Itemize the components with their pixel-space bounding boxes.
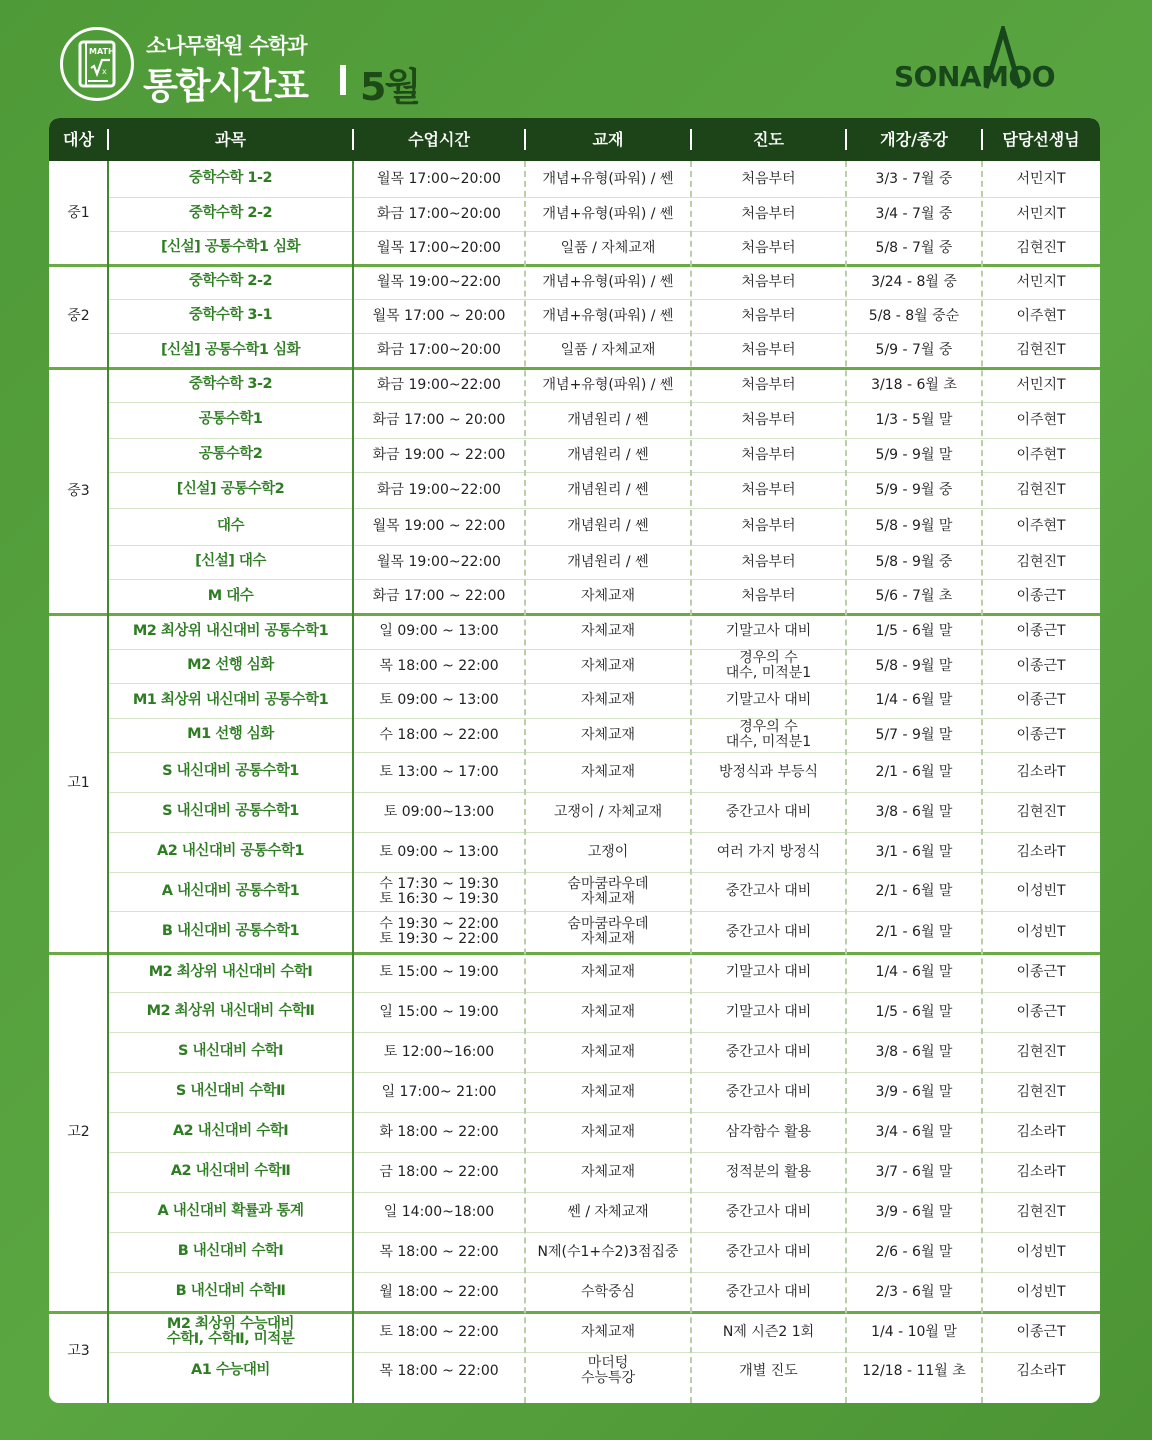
- cell-subject-line: M2 최상위 수능대비: [166, 1315, 295, 1332]
- cell-subject: A2 내신대비 수학Ⅰ: [172, 1123, 289, 1140]
- cell-progress: N제 시즌2 1회: [722, 1323, 815, 1340]
- cell-book: 자체교재: [580, 588, 636, 605]
- cell-time: 토 09:00~13:00: [383, 803, 495, 820]
- cell-book: 자체교재: [580, 1163, 636, 1180]
- cell-time: 월목 17:00~20:00: [377, 239, 501, 256]
- math-book-icon: [77, 40, 119, 90]
- cell-progress: 처음부터: [741, 553, 796, 570]
- cell-subject: B 내신대비 수학Ⅰ: [177, 1243, 284, 1260]
- cell-time: 월목 19:00~22:00: [377, 553, 501, 570]
- cell-subject: S 내신대비 수학Ⅰ: [178, 1043, 283, 1060]
- cell-subject: A2 내신대비 공통수학1: [156, 843, 305, 860]
- cell-teacher: 이성빈T: [1016, 923, 1066, 940]
- cell-book: 개념원리 / 쎈: [567, 481, 649, 498]
- cell-teacher: 김소라T: [1016, 763, 1066, 780]
- cell-teacher: 김현진T: [1016, 553, 1066, 570]
- cell-book-line: 수능특강: [580, 1370, 636, 1386]
- cell-progress-line: 경우의 수: [739, 650, 798, 667]
- cell-progress: 여러 가지 방정식: [716, 843, 821, 860]
- cell-subject: S 내신대비 공통수학1: [162, 803, 299, 820]
- cell-teacher: 김현진T: [1016, 481, 1066, 498]
- cell-time: 일 15:00 ~ 19:00: [379, 1003, 499, 1020]
- cell-book-line: 숨마쿰라우데: [567, 875, 649, 892]
- cell-teacher: 이종근T: [1016, 1323, 1066, 1340]
- cell-period: 3/4 - 7월 중: [875, 205, 953, 222]
- cell-book: 자체교재: [580, 726, 636, 743]
- cell-book: 일품 / 자체교재: [560, 239, 656, 256]
- column-divider-dashed: [845, 161, 847, 1403]
- header-book: 교재: [592, 130, 624, 149]
- cell-teacher: 김현진T: [1016, 1043, 1066, 1060]
- cell-book: 자체교재: [580, 657, 636, 674]
- cell-teacher: 김소라T: [1016, 1163, 1066, 1180]
- cell-period: 5/6 - 7월 초: [875, 588, 953, 605]
- cell-time: 수 18:00 ~ 22:00: [379, 726, 499, 743]
- cell-subject-line: 수학Ⅰ, 수학Ⅱ, 미적분: [166, 1331, 295, 1347]
- cell-period: 2/1 - 6월 말: [875, 763, 953, 780]
- cell-progress: 정적분의 활용: [725, 1163, 812, 1180]
- cell-teacher: 서민지T: [1016, 376, 1066, 393]
- cell-teacher: 이성빈T: [1016, 883, 1066, 900]
- page-title: 통합시간표: [143, 66, 307, 107]
- cell-time: 화금 17:00~20:00: [377, 205, 501, 222]
- cell-time: 목 18:00 ~ 22:00: [379, 1362, 499, 1379]
- cell-progress: 중간고사 대비: [725, 1043, 812, 1060]
- cell-time: 화금 19:00~22:00: [377, 481, 501, 498]
- cell-time: 화금 17:00 ~ 22:00: [372, 588, 506, 605]
- cell-book: 개념+유형(파워) / 쎈: [542, 273, 674, 290]
- svg-text:x: x: [102, 67, 107, 76]
- cell-period: 5/8 - 7월 중: [875, 239, 953, 256]
- cell-period: 5/8 - 9월 중: [875, 553, 953, 570]
- cell-subject: [신설] 공통수학1 심화: [161, 341, 300, 358]
- logo-icon-text: MATH: [89, 47, 115, 56]
- cell-progress: 중간고사 대비: [725, 803, 812, 820]
- cell-period: 2/3 - 6월 말: [875, 1283, 953, 1300]
- cell-book: 개념원리 / 쎈: [567, 446, 649, 463]
- cell-time: 월 18:00 ~ 22:00: [379, 1283, 499, 1300]
- cell-teacher: 이주현T: [1016, 446, 1066, 463]
- cell-book-line: 자체교재: [580, 890, 636, 907]
- cell-book-line: 숨마쿰라우데: [567, 916, 649, 933]
- title-divider: [340, 65, 346, 95]
- cell-progress: 중간고사 대비: [725, 1083, 812, 1100]
- cell-teacher: 김현진T: [1016, 239, 1066, 256]
- cell-time: 토 18:00 ~ 22:00: [379, 1323, 499, 1340]
- table-header-row: [49, 118, 1100, 161]
- group-label: 중1: [67, 204, 90, 221]
- cell-teacher: 김소라T: [1016, 843, 1066, 860]
- cell-period: 1/5 - 6월 말: [875, 623, 953, 640]
- cell-book: 개념원리 / 쎈: [567, 411, 649, 428]
- cell-book: 쎈 / 자체교재: [567, 1203, 649, 1220]
- header-separator: [845, 129, 847, 150]
- cell-book-line: 마더텅: [587, 1355, 629, 1372]
- cell-period: 5/9 - 9월 말: [875, 446, 953, 463]
- cell-progress: [691, 649, 846, 683]
- cell-book: 개념+유형(파워) / 쎈: [542, 376, 674, 393]
- cell-subject: 중학수학 2-2: [188, 273, 273, 290]
- cell-period: 5/8 - 9월 말: [875, 657, 953, 674]
- group-label: 고3: [67, 1342, 90, 1359]
- cell-period: 1/4 - 6월 말: [875, 964, 953, 981]
- month-label: 5월: [360, 65, 420, 109]
- cell-progress: 처음부터: [741, 239, 796, 256]
- cell-progress-line: 대수, 미적분1: [725, 665, 812, 681]
- cell-teacher: 서민지T: [1016, 205, 1066, 222]
- header-progress: 진도: [753, 130, 784, 149]
- cell-progress: 삼각함수 활용: [725, 1123, 812, 1140]
- cell-progress: 기말고사 대비: [725, 692, 812, 709]
- cell-teacher: 이종근T: [1016, 964, 1066, 981]
- cell-time: 월목 19:00 ~ 22:00: [372, 518, 506, 535]
- header-subject: 과목: [215, 130, 246, 149]
- cell-time-line: 수 19:30 ~ 22:00: [379, 916, 499, 933]
- cell-period: 2/1 - 6월 말: [875, 923, 953, 940]
- cell-teacher: 서민지T: [1016, 170, 1066, 187]
- cell-teacher: 이성빈T: [1016, 1283, 1066, 1300]
- cell-time: 토 13:00 ~ 17:00: [379, 763, 499, 780]
- cell-book: 개념+유형(파워) / 쎈: [542, 170, 674, 187]
- cell-time: 토 12:00~16:00: [383, 1043, 495, 1060]
- cell-subject: 중학수학 1-2: [188, 170, 273, 187]
- cell-progress: 처음부터: [741, 376, 796, 393]
- header-time: 수업시간: [408, 130, 470, 149]
- cell-progress: 처음부터: [741, 273, 796, 290]
- cell-subject: 공통수학2: [198, 446, 263, 463]
- header-target: 대상: [63, 130, 94, 149]
- header-separator: [690, 129, 692, 150]
- cell-teacher: 이종근T: [1016, 588, 1066, 605]
- cell-subject: B 내신대비 수학Ⅱ: [175, 1283, 286, 1300]
- cell-book: 자체교재: [580, 692, 636, 709]
- cell-progress: 처음부터: [741, 411, 796, 428]
- cell-period: 3/1 - 6월 말: [875, 843, 953, 860]
- cell-time: 월목 17:00 ~ 20:00: [372, 307, 506, 324]
- cell-book: [525, 1352, 691, 1390]
- cell-teacher: 서민지T: [1016, 273, 1066, 290]
- cell-book: 개념원리 / 쎈: [567, 518, 649, 535]
- cell-time: 목 18:00 ~ 22:00: [379, 1243, 499, 1260]
- cell-subject: [신설] 공통수학2: [176, 481, 285, 498]
- cell-progress: 개별 진도: [739, 1362, 798, 1379]
- cell-progress: 중간고사 대비: [725, 883, 812, 900]
- cell-teacher: 김현진T: [1016, 803, 1066, 820]
- cell-teacher: 김소라T: [1016, 1362, 1066, 1379]
- cell-teacher: 이성빈T: [1016, 1243, 1066, 1260]
- group-label: 고2: [67, 1124, 90, 1141]
- cell-subject: M1 최상위 내신대비 공통수학1: [132, 691, 329, 708]
- cell-book-line: 자체교재: [580, 931, 636, 947]
- cell-teacher: 이종근T: [1016, 623, 1066, 640]
- cell-period: 2/1 - 6월 말: [875, 883, 953, 900]
- cell-progress: 기말고사 대비: [725, 623, 812, 640]
- cell-subject: M1 선행 심화: [187, 726, 274, 743]
- cell-subject: [신설] 대수: [195, 553, 266, 570]
- timetable: [49, 118, 1100, 1403]
- cell-progress: 기말고사 대비: [725, 964, 812, 981]
- cell-subject: A 내신대비 공통수학1: [161, 882, 300, 899]
- cell-progress: 처음부터: [741, 446, 796, 463]
- cell-book: 개념+유형(파워) / 쎈: [542, 205, 674, 222]
- cell-progress: 처음부터: [741, 307, 796, 324]
- cell-time: 토 15:00 ~ 19:00: [379, 964, 499, 981]
- cell-subject: 중학수학 3-1: [188, 307, 273, 324]
- cell-teacher: 김현진T: [1016, 1083, 1066, 1100]
- cell-progress-line: 경우의 수: [739, 719, 798, 736]
- cell-book: 자체교재: [580, 1123, 636, 1140]
- cell-period: 3/24 - 8월 중: [871, 273, 957, 290]
- cell-period: 5/8 - 9월 말: [875, 518, 953, 535]
- cell-book: 자체교재: [580, 1083, 636, 1100]
- cell-period: 1/4 - 10월 말: [871, 1323, 957, 1340]
- cell-time: 목 18:00 ~ 22:00: [379, 657, 499, 674]
- cell-period: 1/5 - 6월 말: [875, 1003, 953, 1020]
- cell-time: 토 09:00 ~ 13:00: [379, 692, 499, 709]
- cell-time: 화금 17:00~20:00: [377, 342, 501, 359]
- cell-progress: 처음부터: [741, 518, 796, 535]
- cell-book: 자체교재: [580, 1003, 636, 1020]
- cell-time-line: 토 19:30 ~ 22:00: [379, 931, 499, 947]
- cell-subject: M2 선행 심화: [187, 657, 274, 674]
- cell-book: 수학중심: [580, 1283, 636, 1300]
- cell-period: 3/9 - 6월 말: [875, 1203, 953, 1220]
- cell-time: 화 18:00 ~ 22:00: [379, 1123, 499, 1140]
- cell-teacher: 김현진T: [1016, 342, 1066, 359]
- cell-progress: 처음부터: [741, 588, 796, 605]
- cell-teacher: 이종근T: [1016, 1003, 1066, 1020]
- group-label: 중3: [67, 482, 90, 499]
- cell-progress: 기말고사 대비: [725, 1003, 812, 1020]
- cell-period: 5/9 - 9월 중: [875, 481, 953, 498]
- cell-book: 개념원리 / 쎈: [567, 553, 649, 570]
- header-period: 개강/종강: [880, 130, 948, 149]
- header-teacher: 담당선생님: [1002, 130, 1080, 149]
- cell-teacher: 이주현T: [1016, 307, 1066, 324]
- cell-time-line: 수 17:30 ~ 19:30: [379, 875, 499, 892]
- cell-subject: M2 최상위 내신대비 수학Ⅱ: [146, 1003, 315, 1020]
- cell-teacher: 김소라T: [1016, 1123, 1066, 1140]
- cell-progress: 처음부터: [741, 170, 796, 187]
- cell-book: 고쟁이: [587, 843, 629, 860]
- cell-teacher: 이주현T: [1016, 411, 1066, 428]
- cell-period: 3/4 - 6월 말: [875, 1123, 953, 1140]
- cell-book: 고쟁이 / 자체교재: [553, 803, 663, 820]
- cell-time: 일 14:00~18:00: [383, 1203, 495, 1220]
- cell-book: 자체교재: [580, 1043, 636, 1060]
- cell-subject: S 내신대비 공통수학1: [162, 763, 299, 780]
- cell-progress: 처음부터: [741, 342, 796, 359]
- cell-period: 1/3 - 5월 말: [875, 411, 953, 428]
- cell-subject: 중학수학 3-2: [188, 376, 273, 393]
- page-header: [0, 0, 1152, 118]
- cell-book: [525, 911, 691, 953]
- cell-period: 3/9 - 6월 말: [875, 1083, 953, 1100]
- cell-teacher: 이주현T: [1016, 518, 1066, 535]
- cell-period: 1/4 - 6월 말: [875, 692, 953, 709]
- cell-book: 일품 / 자체교재: [560, 342, 656, 359]
- cell-time: [353, 911, 525, 953]
- cell-period: 3/8 - 6월 말: [875, 803, 953, 820]
- cell-subject: M2 최상위 내신대비 수학Ⅰ: [148, 963, 313, 980]
- cell-subject: [신설] 공통수학1 심화: [161, 239, 300, 256]
- cell-teacher: 이종근T: [1016, 657, 1066, 674]
- cell-subject: M 대수: [207, 587, 254, 604]
- cell-time: 화금 19:00~22:00: [377, 376, 501, 393]
- cell-subject: M2 최상위 내신대비 공통수학1: [132, 622, 329, 639]
- cell-subject: 대수: [216, 517, 244, 534]
- cell-subject: A2 내신대비 수학Ⅱ: [170, 1163, 291, 1180]
- cell-period: 12/18 - 11월 초: [862, 1362, 966, 1379]
- cell-progress: [691, 718, 846, 752]
- brand-name: SONAMOO: [894, 60, 1056, 93]
- cell-subject: A 내신대비 확률과 통계: [157, 1203, 304, 1220]
- cell-period: 3/18 - 6월 초: [871, 376, 957, 393]
- logo-badge: [60, 27, 134, 101]
- cell-subject: S 내신대비 수학Ⅱ: [175, 1083, 286, 1100]
- header-separator: [352, 129, 354, 150]
- cell-subject: [108, 1312, 353, 1352]
- header-separator: [981, 129, 983, 150]
- column-divider-dashed: [981, 161, 983, 1403]
- cell-book: N제(수1+수2)3점집중: [537, 1243, 679, 1260]
- brand-logo: [894, 26, 1100, 94]
- cell-time: 월목 17:00~20:00: [377, 170, 501, 187]
- cell-period: 2/6 - 6월 말: [875, 1243, 953, 1260]
- cell-time: 월목 19:00~22:00: [377, 273, 501, 290]
- cell-teacher: 김현진T: [1016, 1203, 1066, 1220]
- cell-teacher: 이종근T: [1016, 692, 1066, 709]
- cell-book: 자체교재: [580, 623, 636, 640]
- cell-progress-line: 대수, 미적분1: [725, 734, 812, 750]
- column-divider-dashed: [690, 161, 692, 1403]
- cell-period: 3/8 - 6월 말: [875, 1043, 953, 1060]
- cell-book: 개념+유형(파워) / 쎈: [542, 307, 674, 324]
- cell-period: 3/3 - 7월 중: [875, 170, 953, 187]
- cell-teacher: 이종근T: [1016, 726, 1066, 743]
- group-label: 고1: [67, 775, 90, 792]
- cell-time: 일 09:00 ~ 13:00: [379, 623, 499, 640]
- cell-progress: 처음부터: [741, 205, 796, 222]
- cell-time: 토 09:00 ~ 13:00: [379, 843, 499, 860]
- cell-book: 자체교재: [580, 964, 636, 981]
- column-divider: [352, 161, 354, 1403]
- cell-period: 5/9 - 7월 중: [875, 342, 953, 359]
- cell-progress: 중간고사 대비: [725, 923, 812, 940]
- group-label: 중2: [67, 308, 90, 325]
- header-separator: [524, 129, 526, 150]
- cell-time-line: 토 16:30 ~ 19:30: [379, 890, 499, 907]
- cell-period: 5/7 - 9월 말: [875, 726, 953, 743]
- cell-time: 화금 17:00 ~ 20:00: [372, 411, 506, 428]
- cell-subject: 공통수학1: [198, 411, 263, 428]
- cell-book: 자체교재: [580, 1323, 636, 1340]
- cell-time: 일 17:00~ 21:00: [381, 1083, 497, 1100]
- cell-subject: A1 수능대비: [191, 1362, 270, 1379]
- cell-time: [353, 872, 525, 911]
- cell-progress: 중간고사 대비: [725, 1243, 812, 1260]
- cell-progress: 중간고사 대비: [725, 1203, 812, 1220]
- cell-time: 화금 19:00 ~ 22:00: [372, 446, 506, 463]
- cell-subject: 중학수학 2-2: [188, 205, 273, 222]
- cell-book: 자체교재: [580, 763, 636, 780]
- cell-period: 3/7 - 6월 말: [875, 1163, 953, 1180]
- cell-subject: B 내신대비 공통수학1: [161, 923, 300, 940]
- cell-book: [525, 872, 691, 911]
- cell-time: 금 18:00 ~ 22:00: [379, 1163, 499, 1180]
- academy-name: 소나무학원 수학과: [146, 34, 307, 58]
- cell-progress: 처음부터: [741, 481, 796, 498]
- header-separator: [107, 129, 109, 150]
- cell-progress: 방정식과 부등식: [718, 763, 819, 780]
- cell-period: 5/8 - 8월 중순: [868, 307, 960, 324]
- column-divider-dashed: [524, 161, 526, 1403]
- column-divider: [107, 161, 109, 1403]
- cell-progress: 중간고사 대비: [725, 1283, 812, 1300]
